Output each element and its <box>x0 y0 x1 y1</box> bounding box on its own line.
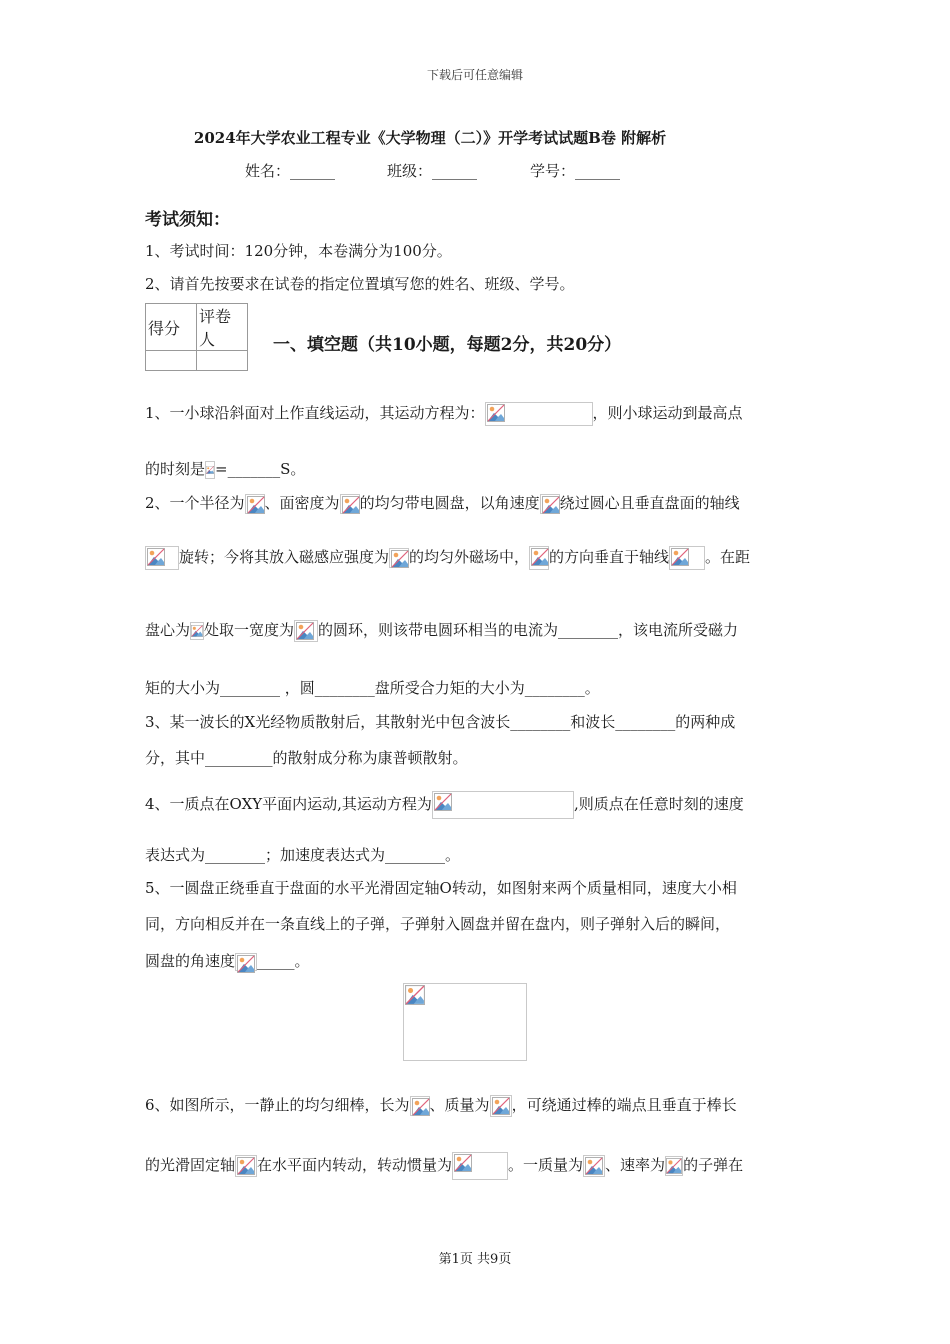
question-5-line-2: 同，方向相反并在一条直线上的子弹，子弹射入圆盘并留在盘内，则子弹射入后的瞬间， <box>145 915 731 933</box>
formula-image-icon <box>665 1156 683 1176</box>
question-2-line-4: 矩的大小为________ ，圆________盘所受合力矩的大小为________。 <box>145 679 600 697</box>
question-5-figure-image <box>403 983 527 1061</box>
score-header: 得分 <box>146 304 197 351</box>
formula-image-icon <box>529 546 549 570</box>
question-3-line-2: 分，其中_________的散射成分称为康普顿散射。 <box>145 749 468 767</box>
class-field: 班级：______ <box>387 162 478 180</box>
student-id-field: 学号：______ <box>530 162 621 180</box>
question-1-line-2: 的时刻是 =_______S。 <box>145 460 306 478</box>
section-title: 一、填空题（共10小题，每题2分，共20分） <box>273 335 622 355</box>
formula-image-icon <box>669 546 705 570</box>
question-2-line-1: 2、一个半径为 、面密度为 的均匀带电圆盘，以角速度 绕过圆心且垂直盘面的轴线 <box>145 494 740 512</box>
formula-image-icon <box>205 461 215 479</box>
formula-image-icon <box>452 1152 508 1180</box>
formula-image-icon <box>294 620 318 642</box>
formula-image-icon <box>145 546 179 570</box>
notice-item-1: 1、考试时间：120分钟，本卷满分为100分。 <box>145 242 452 260</box>
score-cell <box>146 351 197 371</box>
question-1-line-1: 1、一小球沿斜面对上作直线运动，其运动方程为： ，则小球运动到最高点 <box>145 402 743 426</box>
grader-cell <box>197 351 248 371</box>
question-4-line-2: 表达式为________；加速度表达式为________。 <box>145 846 461 864</box>
formula-image-icon <box>432 791 574 819</box>
name-field: 姓名：______ <box>245 162 336 180</box>
notice-heading: 考试须知： <box>145 210 230 230</box>
formula-image-icon <box>235 1155 257 1177</box>
question-6-line-1: 6、如图所示，一静止的均匀细棒，长为 、质量为 ，可绕通过棒的端点且垂直于棒长 <box>145 1095 737 1117</box>
formula-image-icon <box>389 548 409 568</box>
formula-image-icon <box>235 953 257 971</box>
question-2-line-3: 盘心为 处取一宽度为 的圆环，则该带电圆环相当的电流为________，该电流所受磁力 <box>145 620 738 642</box>
question-5-line-3: 圆盘的角速度 _____。 <box>145 951 310 971</box>
formula-image-icon <box>190 622 204 640</box>
question-4-line-1: 4、一质点在OXY平面内运动,其运动方程为 ,则质点在任意时刻的速度 <box>145 791 744 819</box>
question-3-line-1: 3、某一波长的X光经物质散射后，其散射光中包含波长________和波长________的两种成 <box>145 713 736 731</box>
formula-image-icon <box>410 1096 430 1116</box>
formula-image-icon <box>485 402 593 426</box>
score-table <box>145 303 248 371</box>
question-5-line-1: 5、一圆盘正绕垂直于盘面的水平光滑固定轴O转动，如图射来两个质量相同，速度大小相 <box>145 879 737 897</box>
notice-item-2: 2、请首先按要求在试卷的指定位置填写您的姓名、班级、学号。 <box>145 275 575 293</box>
broken-image-icon <box>405 985 425 1005</box>
grader-header: 评卷人 <box>197 304 248 351</box>
page-footer: 第1页 共9页 <box>438 1252 512 1267</box>
formula-image-icon <box>490 1095 512 1117</box>
question-2-line-2: 旋转；今将其放入磁感应强度为 的均匀外磁场中， 的方向垂直于轴线 。在距 <box>145 546 750 570</box>
formula-image-icon <box>340 494 360 514</box>
formula-image-icon <box>540 494 560 514</box>
formula-image-icon <box>245 494 265 514</box>
question-6-line-2: 的光滑固定轴 在水平面内转动，转动惯量为 。一质量为 、速率为 的子弹在 <box>145 1152 743 1180</box>
formula-image-icon <box>583 1155 605 1177</box>
exam-title: 2024年大学农业工程专业《大学物理（二）》开学考试试题B卷 附解析 <box>193 129 667 147</box>
header-note: 下载后可任意编辑 <box>426 68 523 82</box>
